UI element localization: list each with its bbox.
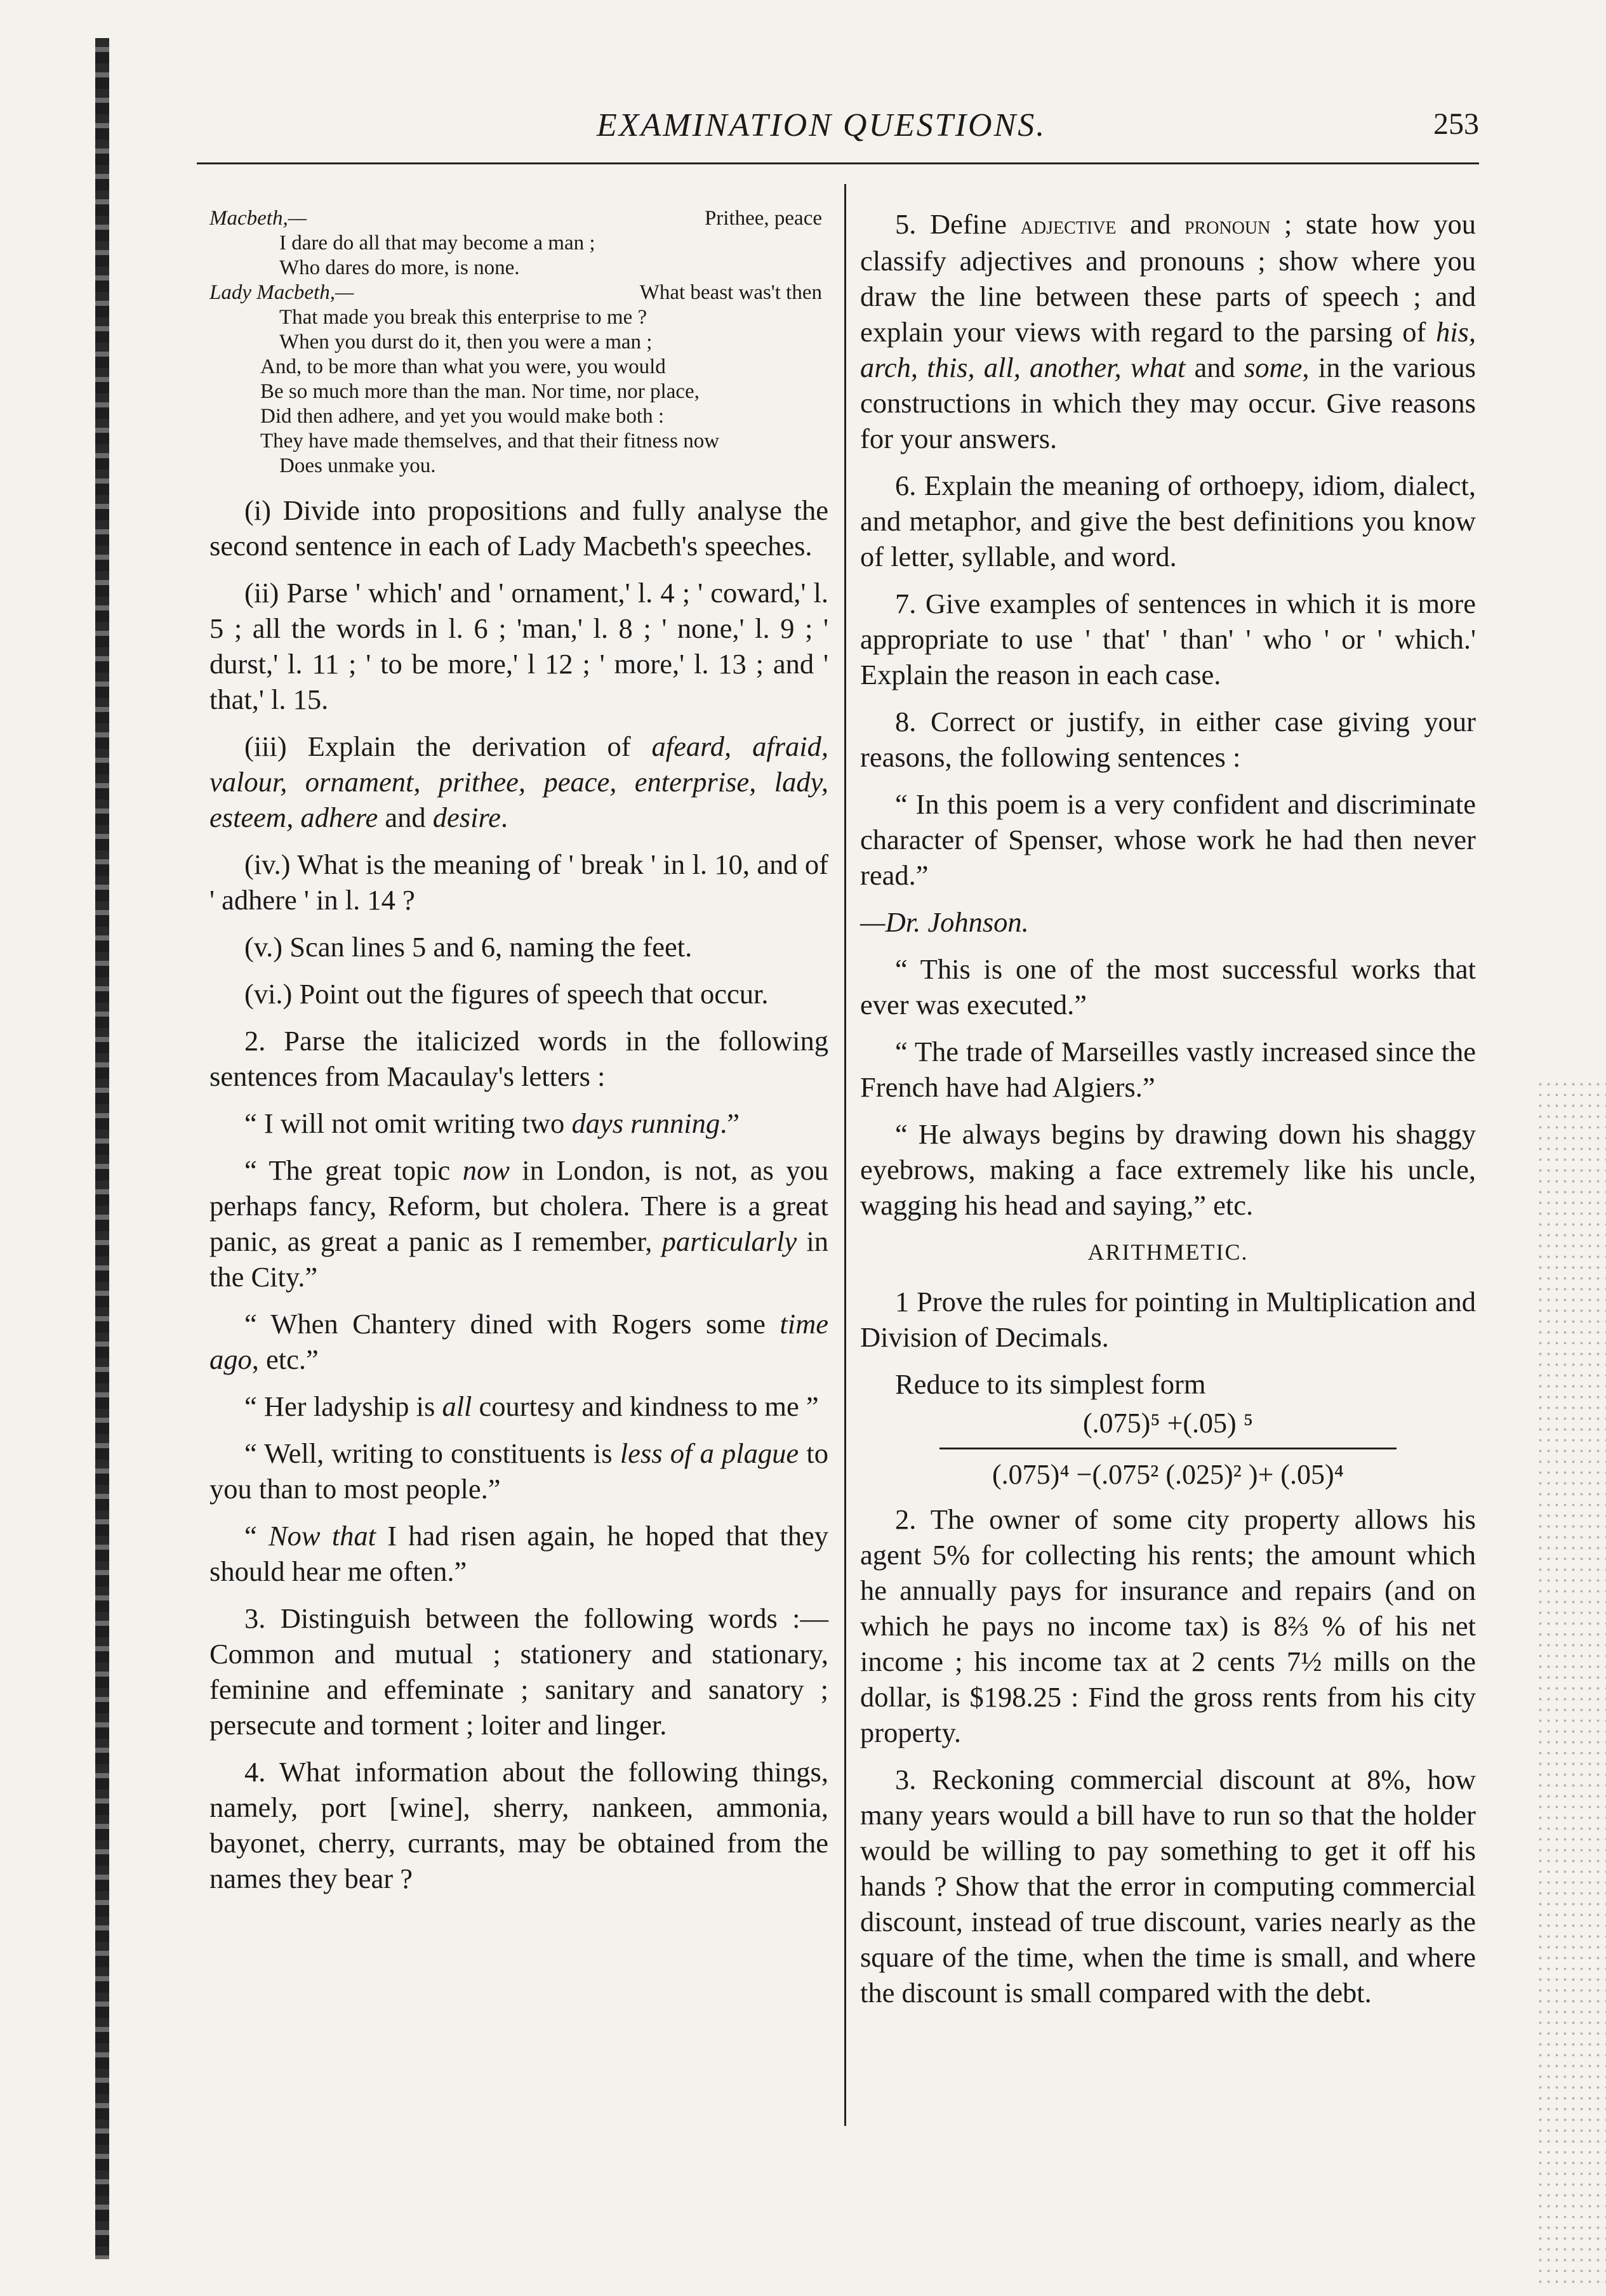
right-column (860, 206, 1476, 2022)
formula-numerator: (.075)⁵ +(.05) ⁵ (1082, 1408, 1254, 1439)
question-1-v: (v.) Scan lines 5 and 6, naming the feet. (244, 931, 693, 963)
page-title: EXAMINATION QUESTIONS. (597, 107, 1047, 143)
quoted-sentence (209, 1518, 828, 1589)
question-6: 6. Explain the meaning of orthoepy, idiom, dialect, and metaphor, and give the best definitions you know of letter, syllable, and word. (860, 470, 1476, 572)
question-1-iv: (iv.) What is the meaning of ' break ' in l. 10, and of ' adhere ' in l. 14 ? (209, 848, 828, 916)
binding-edge (95, 38, 109, 2259)
quoted-sentence (209, 1435, 828, 1507)
quoted-sentence (209, 1152, 828, 1295)
italic-word: Now that (268, 1520, 376, 1552)
quoted-sentence: “ He always begins by drawing down his shaggy eyebrows, making a face extremely like his uncle, wagging his head and saying,” etc. (860, 1118, 1476, 1221)
verse-text: Prithee, peace (704, 207, 822, 230)
q-text: in the City.” (209, 1225, 828, 1293)
question-1-i: (i) Divide into propositions and fully analyse the second sentence in each of Lady Macbeth's speeches. (209, 494, 828, 562)
q-text: in London, is not, as you perhaps fancy, Reform, but cholera. There is a great panic, as great a panic as I remember, (209, 1154, 828, 1257)
q-text: , etc.” (251, 1343, 319, 1375)
question-7: 7. Give examples of sentences in which it is more appropriate to use ' that' ' than' ' who ' or ' which.' Explain the reason in each case. (860, 588, 1476, 690)
q-text: and (1185, 352, 1244, 383)
italic-words: afeard, afraid, valour, ornament, prithee, peace, enterprise, lady, esteem, adhere (209, 730, 828, 833)
italic-word: some (1244, 352, 1303, 383)
question-8: 8. Correct or justify, in either case giving your reasons, the following sentences : (860, 706, 1476, 773)
verse-line: I dare do all that may become a man ; (279, 232, 595, 254)
question-1-ii: (ii) Parse ' which' and ' ornament,' l. 4 ; ' coward,' l. 5 ; all the words in l. 6 ; 'man,' l. 8 ; ' none,' l. 9 ; ' durst,' l. 11 ; ' to be more,' l 12 ; ' more,' l. 13 ; and ' that,' l. 15. (209, 577, 828, 715)
verse-line (209, 206, 828, 231)
scan-noise (1536, 1079, 1606, 2285)
arithmetic-question-2: 2. The owner of some city property allows his agent 5% for collecting his rents; the amount which he annually pays for insurance and repairs (and on which he pays no income tax) is 8⅔ % of his net income ; his income tax at 2 cents 7½ mills on the dollar, is $198.25 : Find the gross rents from his city property. (860, 1503, 1476, 1748)
question-5 (860, 206, 1476, 456)
italic-word: all (442, 1390, 472, 1422)
quoted-sentence (209, 1389, 828, 1424)
attribution: —Dr. Johnson. (860, 906, 1029, 938)
formula-denominator: (.075)⁴ −(.075² (.025)² )+ (.05)⁴ (992, 1459, 1344, 1490)
macbeth-excerpt (209, 206, 828, 478)
verse-line: And, to be more than what you were, you would (260, 355, 666, 378)
q-text: and (378, 802, 433, 833)
q-text: ; state how you classify adjectives and pronouns ; show where you draw the line between these parts of speech ; and explain your views with regard to the parsing of (860, 208, 1476, 348)
section-heading: ARITHMETIC. (1087, 1239, 1249, 1265)
reduce-instruction: Reduce to its simplest form (895, 1368, 1206, 1400)
question-3: 3. Distinguish between the following words :—Common and mutual ; stationery and stationary, feminine and effeminate ; sanitary and sanatory ; persecute and torment ; loiter and linger. (209, 1602, 828, 1741)
quoted-sentence (209, 1306, 828, 1377)
speaker: Lady Macbeth,— (209, 281, 354, 304)
verse-text: What beast was't then (639, 281, 822, 304)
q-text: “ The great topic (244, 1154, 463, 1186)
q-text: “ When Chantery dined with Rogers some (244, 1308, 780, 1340)
q-text: “ (244, 1520, 269, 1552)
q-text: (iii) Explain the derivation of (244, 730, 652, 762)
question-1-iii (209, 729, 828, 835)
q-text: and (1116, 208, 1185, 240)
header-rule (197, 162, 1479, 164)
question-4: 4. What information about the following things, namely, port [wine], sherry, nankeen, ammonia, bayonet, cherry, currants, may be obtained from the names they bear ? (209, 1756, 828, 1894)
verse-line: Did then adhere, and yet you would make both : (260, 405, 665, 428)
q-text: 5. Define (895, 208, 1021, 240)
verse-line: They have made themselves, and that their fitness now (260, 430, 720, 452)
quoted-sentence (209, 1105, 828, 1141)
q-text: , in the various constructions in which they may occur. Give reasons for your answers. (860, 352, 1477, 454)
arithmetic-question-3: 3. Reckoning commercial discount at 8%, how many years would a bill have to run so that the holder would be willing to pay something to get it off his hands ? Show that the error in computing commercial discount, instead of true discount, varies nearly as the square of the time, when the time is small, and where the discount is small compared with the debt. (860, 1764, 1476, 2009)
verse-line: Does unmake you. (279, 454, 436, 477)
italic-word: desire (432, 802, 501, 833)
page-number: 253 (1433, 107, 1479, 141)
italic-word: less of a plague (620, 1437, 799, 1469)
verse-line: That made you break this enterprise to me ? (279, 306, 647, 329)
verse-line: Who dares do more, is none. (279, 256, 520, 279)
small-caps-term: adjective (1020, 211, 1117, 239)
q-text: “ I will not omit writing two (244, 1107, 572, 1139)
italic-word: days running (571, 1107, 720, 1139)
italic-word: particularly (661, 1225, 797, 1257)
running-head (209, 107, 1479, 151)
quoted-sentence: “ This is one of the most successful works that ever was executed.” (860, 953, 1476, 1020)
q-text: . (500, 802, 508, 833)
small-caps-term: pronoun (1184, 211, 1271, 239)
q-text: to you than to most people.” (209, 1437, 829, 1505)
question-2: 2. Parse the italicized words in the following sentences from Macaulay's letters : (209, 1025, 828, 1092)
q-text: “ Well, writing to constituents is (244, 1437, 620, 1469)
verse-line (209, 280, 828, 305)
verse-line: Be so much more than the man. Nor time, nor place, (260, 380, 700, 403)
italic-words: his, arch, this, all, another, what (860, 316, 1476, 383)
question-1-vi: (vi.) Point out the figures of speech that occur. (244, 978, 769, 1010)
italic-word: now (462, 1154, 510, 1186)
fraction-bar (939, 1448, 1397, 1449)
column-divider (844, 184, 846, 2126)
quoted-sentence: “ The trade of Marseilles vastly increased since the French have had Algiers.” (860, 1036, 1476, 1103)
speaker: Macbeth,— (209, 207, 307, 230)
fraction-formula (860, 1406, 1476, 1493)
italic-word: time ago (209, 1308, 828, 1375)
q-text: I had risen again, he hoped that they should hear me often.” (209, 1520, 828, 1587)
q-text: “ Her ladyship is (244, 1390, 442, 1422)
q-text: courtesy and kindness to me ” (472, 1390, 819, 1422)
quoted-sentence: “ In this poem is a very confident and discriminate character of Spenser, whose work he had then never read.” (860, 788, 1476, 891)
left-column (209, 206, 828, 1908)
verse-line: When you durst do it, then you were a man ; (279, 331, 653, 353)
arithmetic-question-1: 1 Prove the rules for pointing in Multiplication and Division of Decimals. (860, 1286, 1476, 1353)
q-text: .” (720, 1107, 740, 1139)
